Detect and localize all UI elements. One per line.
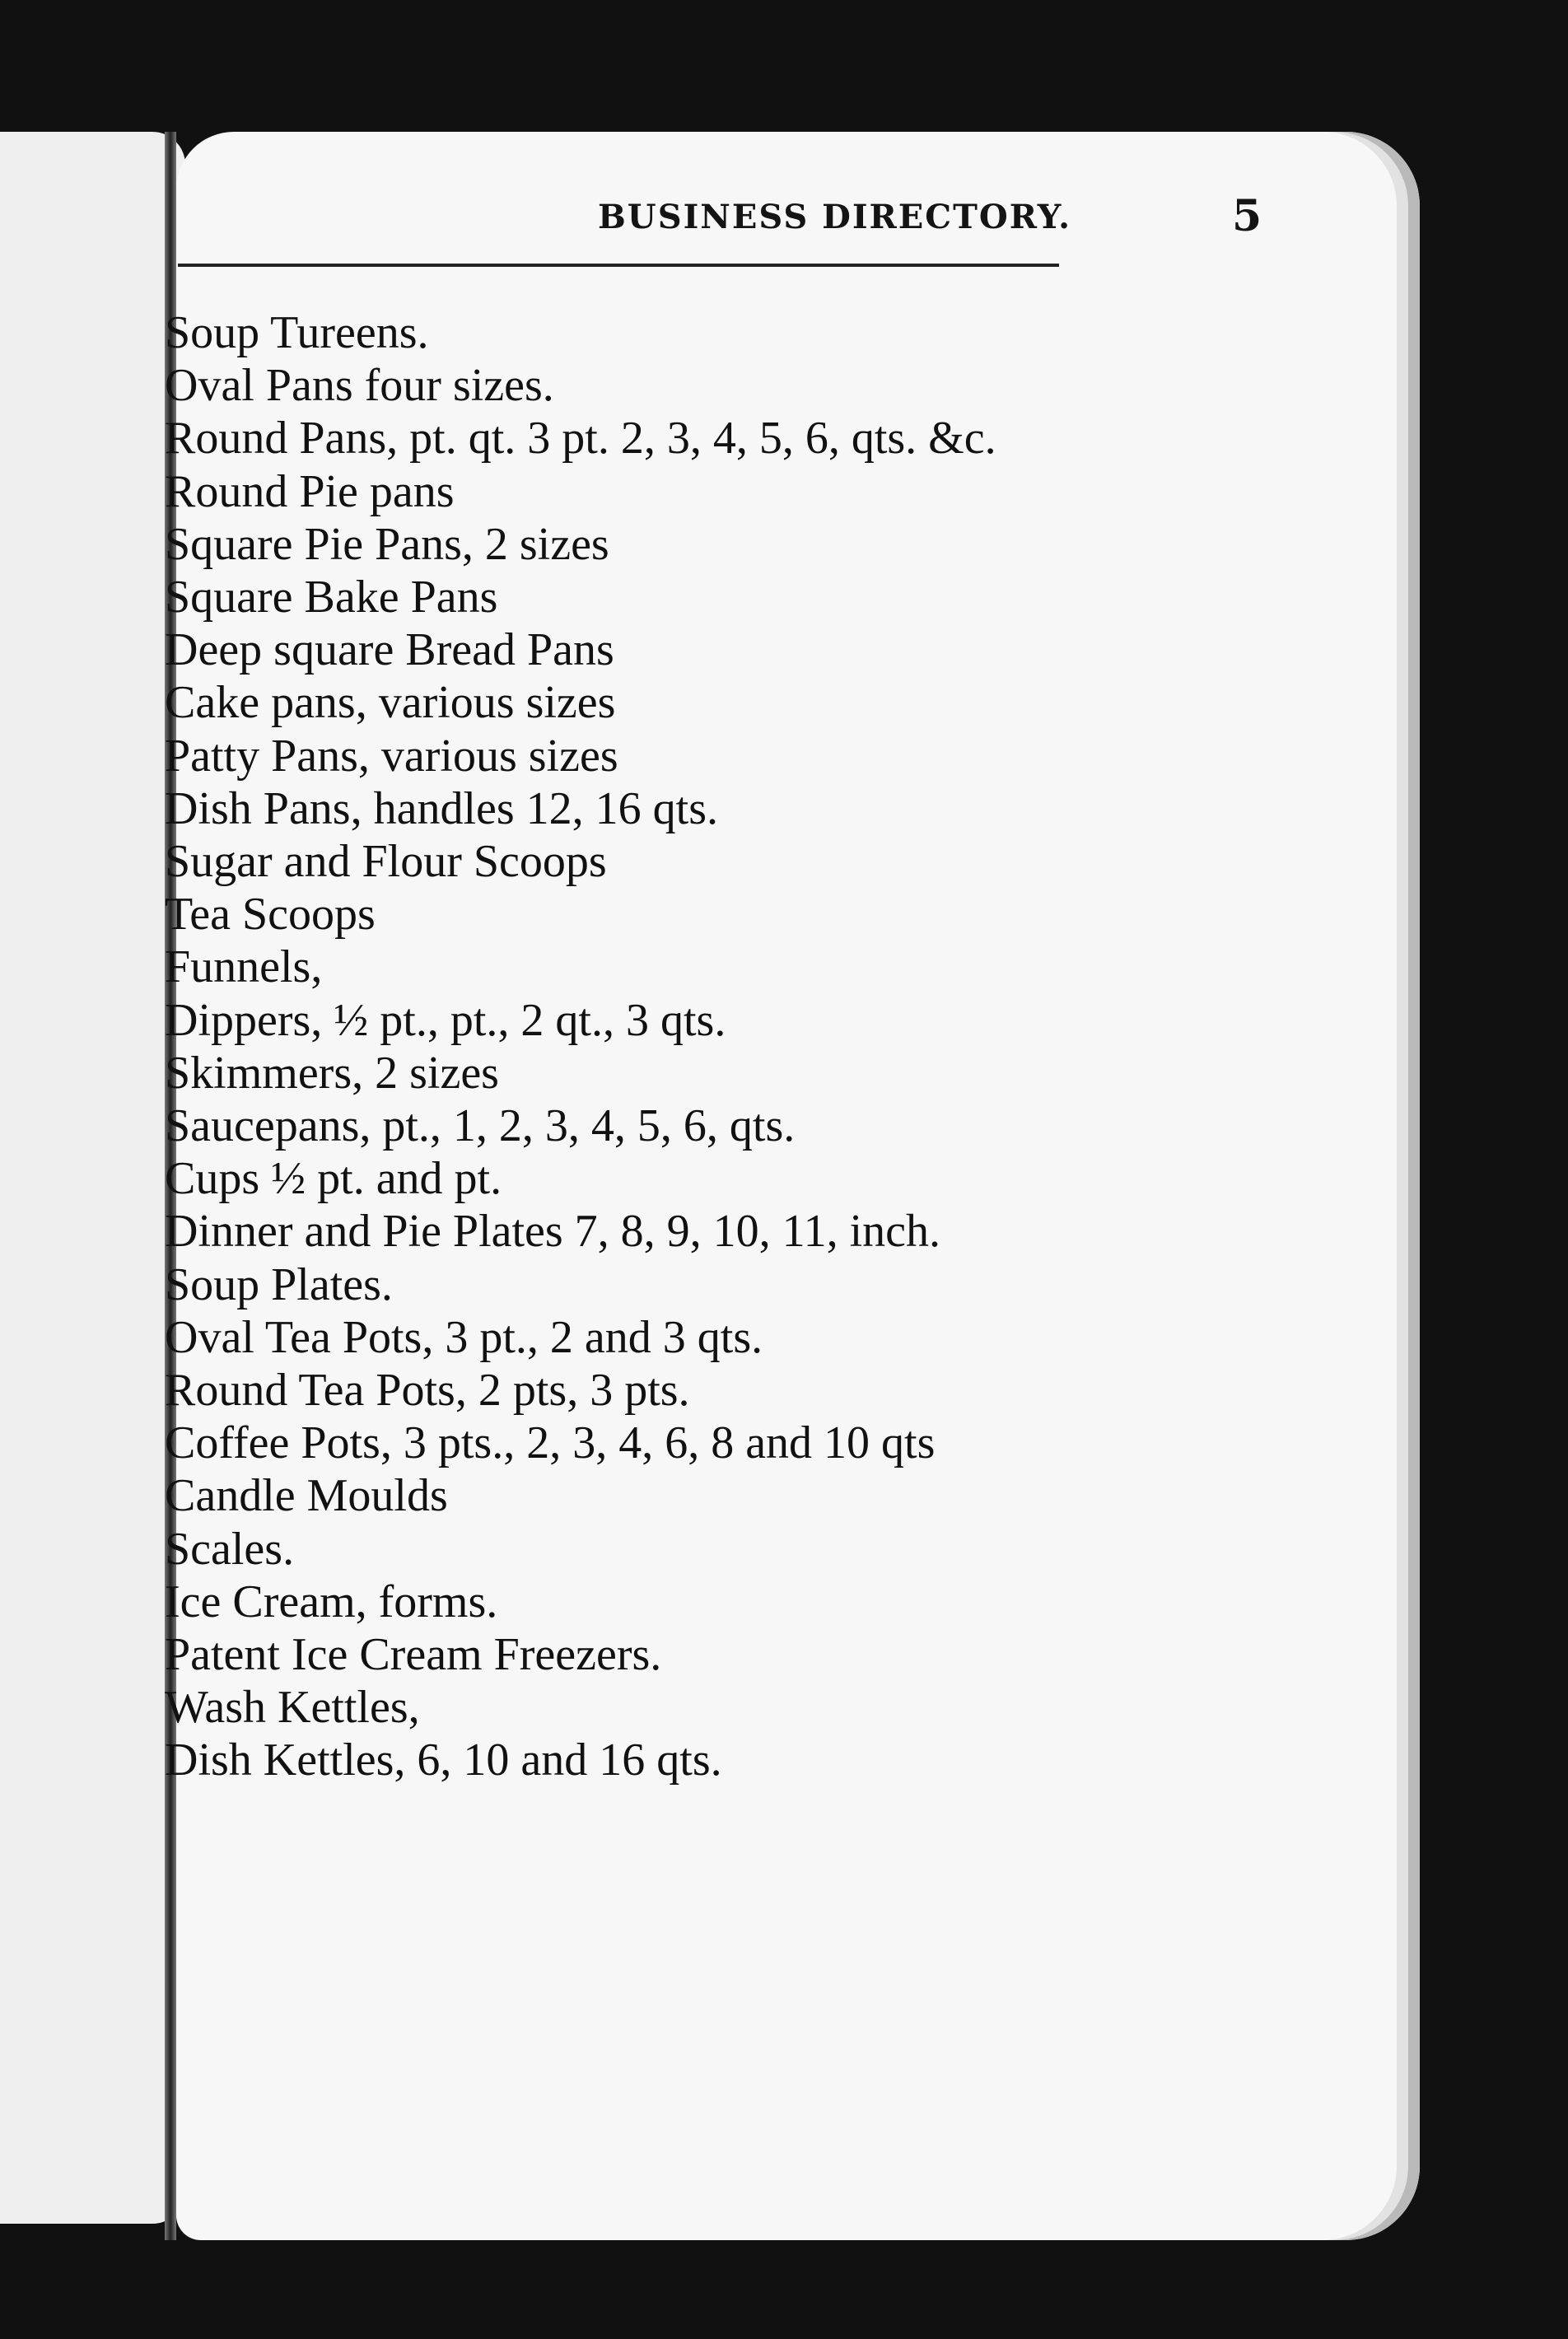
left-page-edge (0, 132, 185, 2224)
list-item: Saucepans, pt., 1, 2, 3, 4, 5, 6, qts. (165, 1100, 796, 1152)
page-number: 5 (1232, 191, 1262, 241)
list-item: Dish Kettles, 6, 10 and 16 qts. (165, 1734, 722, 1786)
list-item: Square Bake Pans (165, 572, 498, 623)
list-item: Tea Scoops (165, 889, 376, 941)
list-item: Round Pie pans (165, 465, 455, 517)
list-item: Wash Kettles, (165, 1682, 420, 1734)
list-item: Oval Pans four sizes. (165, 360, 554, 412)
list-item: Scales. (165, 1523, 295, 1575)
list-item: Skimmers, 2 sizes (165, 1047, 499, 1099)
list-item: Sugar and Flour Scoops (165, 836, 607, 888)
list-item: Round Tea Pots, 2 pts, 3 pts. (165, 1365, 690, 1417)
page-header (178, 191, 1262, 264)
list-item: Deep square Bread Pans (165, 624, 614, 676)
list-item: Dinner and Pie Plates 7, 8, 9, 10, 11, inch. (165, 1206, 941, 1258)
list-item: Coffee Pots, 3 pts., 2, 3, 4, 6, 8 and 10 qts (165, 1417, 936, 1469)
list-item: Cups ½ pt. and pt. (165, 1153, 502, 1205)
list-item: Dippers, ½ pt., pt., 2 qt., 3 qts. (165, 994, 726, 1046)
page-title: BUSINESS DIRECTORY. (598, 198, 1072, 236)
list-item: Soup Plates. (165, 1258, 393, 1310)
list-item: Cake pans, various sizes (165, 677, 616, 729)
list-item: Patty Pans, various sizes (165, 730, 618, 782)
list-item: Square Pie Pans, 2 sizes (165, 518, 609, 570)
list-item: Oval Tea Pots, 3 pt., 2 and 3 qts. (165, 1311, 763, 1363)
list-item: Patent Ice Cream Freezers. (165, 1629, 662, 1681)
list-item: Ice Cream, forms. (165, 1576, 498, 1627)
list-item: Soup Tureens. (165, 307, 429, 358)
item-list (165, 306, 996, 1787)
list-item: Dish Pans, handles 12, 16 qts. (165, 782, 718, 834)
list-item: Round Pans, pt. qt. 3 pt. 2, 3, 4, 5, 6, qts. &c. (165, 413, 996, 465)
list-item: Funnels, (165, 941, 323, 993)
header-rule (178, 264, 1059, 267)
list-item: Candle Moulds (165, 1470, 448, 1522)
